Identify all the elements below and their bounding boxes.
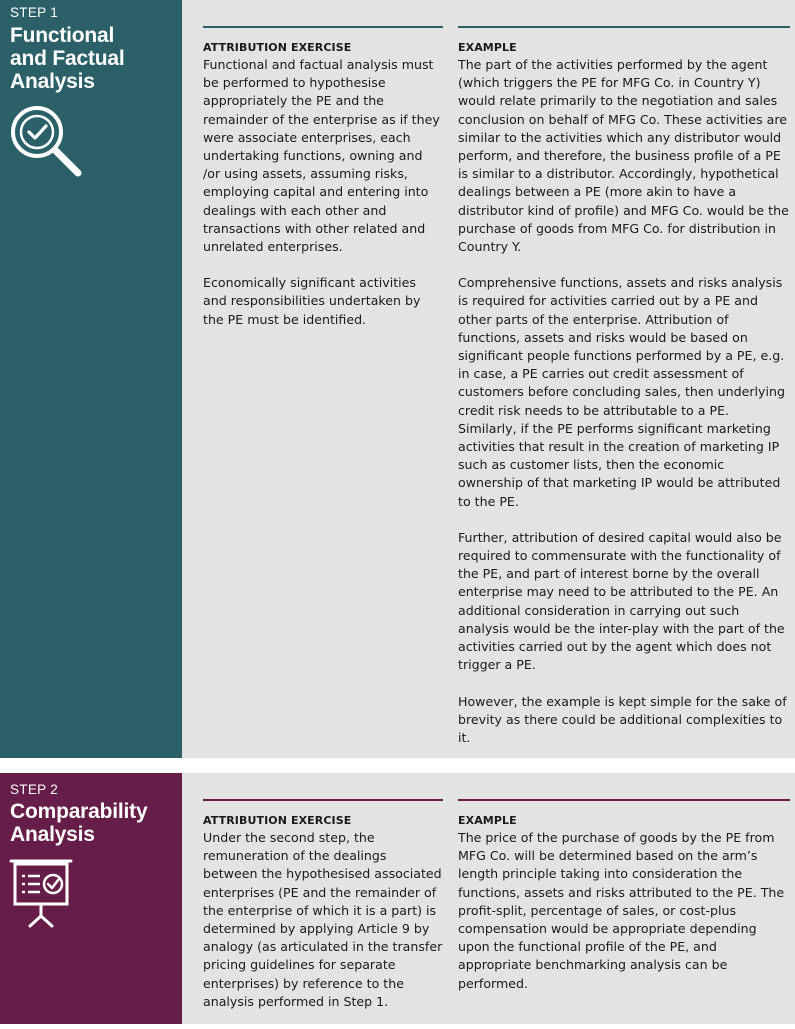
column-divider xyxy=(203,799,443,801)
paragraph: Further, attribution of desired capital would also be required to commensurate with the functionality of the PE, and part of interest borne by the overall enterprise may need to be attributed to the PE. An additional consideration in carrying out such analysis would be the inter-play with the part of the activities carried out by the agent which does not trigger a PE. xyxy=(458,529,785,673)
paragraph: Under the second step, the remuneration of the dealings between the hypothesised associated enterprises (PE and the remainder of the enterprise of which it is a part) is determined by applying Article 9 by analogy (as articulated in the transfer pricing guidelines for separate enterprises) by reference to the analysis performed in Step 1. xyxy=(203,830,443,1009)
step-2-content xyxy=(182,773,795,1024)
paragraph: However, the example is kept simple for the sake of brevity as there could be additional complexities to it. xyxy=(458,693,787,745)
step-1-sidebar xyxy=(0,0,182,758)
step-title-line: Analysis xyxy=(10,70,95,93)
step-label: STEP 1 xyxy=(10,5,59,20)
paragraph: Functional and factual analysis must be performed to hypothesise appropriately the PE and the remainder of the enterprise as if they were associate enterprises, each undertaking functions, owning and /or using assets, assuming risks, employing capital and entering into dealings with each other and transactions with other related and unrelated enterprises. xyxy=(203,57,440,255)
column-heading: ATTRIBUTION EXERCISE xyxy=(203,814,352,827)
paragraph: The part of the activities performed by the agent (which triggers the PE for MFG Co. in Country Y) would relate primarily to the negotiation and sales conclusion on behalf of MFG Co. These activities are similar to the activities which any distributor would perform, and therefore, the business profile of a PE is similar to a distributor. Accordingly, hypothetical dealings between a PE (more akin to have a distributor kind of profile) and MFG Co. would be the purchase of goods from MFG Co. for distribution in Country Y. xyxy=(458,57,789,255)
step-title-line: and Factual xyxy=(10,47,125,70)
column-heading: EXAMPLE xyxy=(458,41,517,54)
attribution-exercise-column xyxy=(203,26,443,347)
step-2-section xyxy=(0,773,795,1024)
column-heading: EXAMPLE xyxy=(458,814,517,827)
magnifier-check-icon xyxy=(8,103,84,179)
column-divider xyxy=(458,799,790,801)
example-column xyxy=(458,26,790,765)
step-label: STEP 2 xyxy=(10,782,59,797)
paragraph: The price of the purchase of goods by the PE from MFG Co. will be determined based on the arm’s length principle taking into consideration the functions, assets and risks attributed to the PE. The profit-split, percentage of sales, or cost-plus compensation would be appropriate depending upon the functional profile of the PE, and appropriate benchmarking analysis can be performed. xyxy=(458,830,785,991)
column-divider xyxy=(203,26,443,28)
column-divider xyxy=(458,26,790,28)
step-title xyxy=(10,800,147,846)
paragraph: Economically significant activities and responsibilities undertaken by the PE must be identified. xyxy=(203,275,421,327)
step-title xyxy=(10,24,125,93)
step-title-line: Analysis xyxy=(10,823,95,846)
step-title-line: Functional xyxy=(10,24,115,47)
step-2-sidebar xyxy=(0,773,182,1024)
paragraph: Comprehensive functions, assets and risks analysis is required for activities carried out by a PE and other parts of the enterprise. Attribution of functions, assets and risks would be based on significant people functions performed by a PE, e.g. in case, a PE carries out credit assessment of customers before concluding sales, then underlying credit risk needs to be attributable to a PE. Similarly, if the PE performs significant marketing activities that result in the creation of marketing IP such as customer lists, then the economic ownership of that marketing IP would be attributed to the PE. xyxy=(458,275,785,509)
example-column xyxy=(458,799,790,1011)
step-1-content xyxy=(182,0,795,758)
attribution-exercise-column xyxy=(203,799,443,1029)
presentation-board-icon xyxy=(8,858,74,930)
step-title-line: Comparability xyxy=(10,800,148,823)
column-heading: ATTRIBUTION EXERCISE xyxy=(203,41,352,54)
